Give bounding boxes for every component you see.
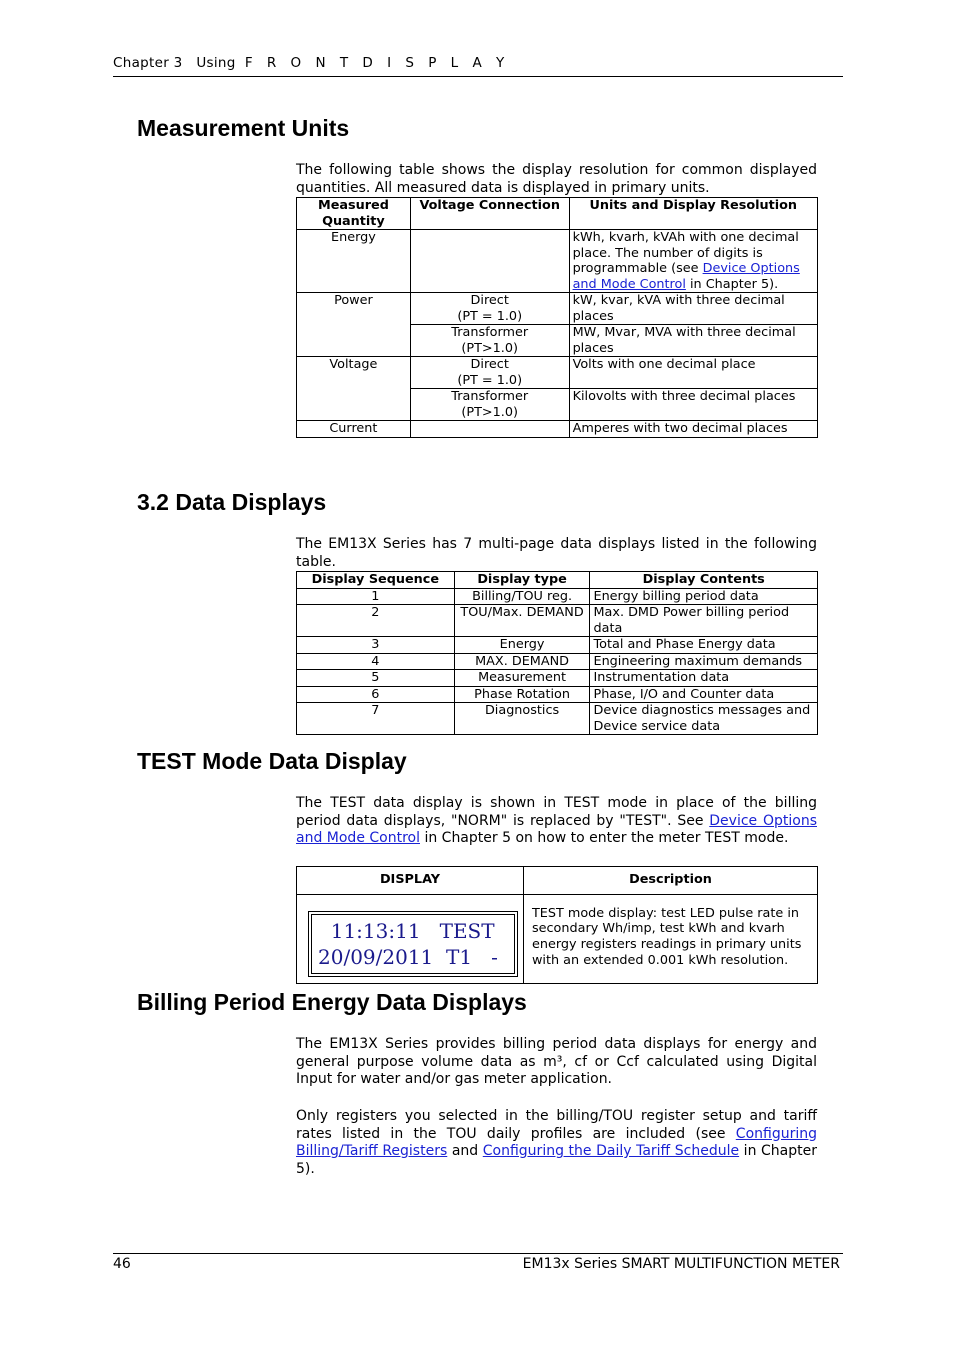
header-chapter: Chapter 3 xyxy=(113,55,183,71)
col-header: Display type xyxy=(454,572,590,589)
connection-pt: (PT = 1.0) xyxy=(457,308,523,324)
connection-cell xyxy=(410,230,569,293)
data-displays-table xyxy=(296,571,818,735)
quantity-cell: Energy xyxy=(297,230,411,293)
test-mode-intro xyxy=(296,795,817,848)
page-header xyxy=(113,55,843,71)
billing-text: and xyxy=(447,1143,483,1159)
billing-period-para-2 xyxy=(296,1108,817,1178)
header-divider xyxy=(113,76,843,77)
lcd-line-1: 11:13:11 TEST xyxy=(318,918,495,943)
table-header-row xyxy=(297,867,818,895)
connection-type: Direct xyxy=(470,357,509,372)
connection-cell xyxy=(410,421,569,438)
table-row xyxy=(297,293,818,325)
quantity-cell: Current xyxy=(297,421,411,438)
type-cell: Measurement xyxy=(454,670,590,687)
connection-pt: (PT>1.0) xyxy=(461,340,518,356)
sequence-cell: 2 xyxy=(297,605,455,637)
sequence-cell: 4 xyxy=(297,653,455,670)
connection-cell xyxy=(410,357,569,389)
table-row xyxy=(297,230,818,293)
data-displays-intro: The EM13X Series has 7 multi-page data displays listed in the following table. xyxy=(296,536,817,570)
table-row xyxy=(297,637,818,654)
table-row xyxy=(297,670,818,687)
resolution-cell: Kilovolts with three decimal places xyxy=(569,389,817,421)
connection-cell xyxy=(410,293,569,325)
contents-cell: Max. DMD Power billing period data xyxy=(590,605,818,637)
type-cell: Diagnostics xyxy=(454,703,590,735)
billing-period-para-1: The EM13X Series provides billing period data displays for energy and general purpose volume data as m³, cf or Ccf calculated using Digital Input for water and/or gas meter application. xyxy=(296,1036,817,1087)
header-title: F R O N T D I S P L A Y xyxy=(244,55,510,71)
resolution-cell: Amperes with two decimal places xyxy=(569,421,817,438)
heading-data-displays: 3.2 Data Displays xyxy=(137,489,327,515)
contents-cell: Instrumentation data xyxy=(590,670,818,687)
billing-text: Only registers you selected in the billing/TOU register setup and tariff rates listed in the TOU daily profiles are included (see xyxy=(296,1108,817,1142)
resolution-cell: kW, kvar, kVA with three decimal places xyxy=(569,293,817,325)
contents-cell: Device diagnostics messages and Device service data xyxy=(590,703,818,735)
col-header: Voltage Connection xyxy=(410,198,569,230)
footer-divider xyxy=(113,1253,843,1254)
contents-cell: Energy billing period data xyxy=(590,588,818,605)
connection-type: Transformer xyxy=(451,389,529,404)
test-mode-text: The TEST data display is shown in TEST mode in place of the billing period data displays, "NORM" is replaced by "TEST". See xyxy=(296,795,817,829)
sequence-cell: 5 xyxy=(297,670,455,687)
lcd-screen xyxy=(311,914,515,974)
sequence-cell: 7 xyxy=(297,703,455,735)
measurement-units-intro: The following table shows the display resolution for common displayed quantities. All measured data is displayed in primary units. xyxy=(296,162,817,196)
col-header: Display Contents xyxy=(590,572,818,589)
type-cell: MAX. DEMAND xyxy=(454,653,590,670)
lcd-line-2: 20/09/2011 T1 - xyxy=(318,944,498,969)
device-options-link[interactable]: Device Options and Mode Control xyxy=(572,261,800,292)
type-cell: Energy xyxy=(454,637,590,654)
table-row xyxy=(297,894,818,983)
table-row xyxy=(297,421,818,438)
configuring-schedule-link[interactable]: Configuring the Daily Tariff Schedule xyxy=(482,1143,740,1159)
connection-pt: (PT>1.0) xyxy=(461,404,518,420)
type-cell: TOU/Max. DEMAND xyxy=(454,605,590,637)
connection-type: Transformer xyxy=(451,325,529,340)
col-header: Units and Display Resolution xyxy=(569,198,817,230)
resolution-text: kWh, kvarh, kVAh with one decimal place. The number of digits is programmable (see xyxy=(572,230,799,276)
sequence-cell: 3 xyxy=(297,637,455,654)
quantity-cell: Voltage xyxy=(297,357,411,421)
table-row xyxy=(297,686,818,703)
connection-pt: (PT = 1.0) xyxy=(457,372,523,388)
sequence-cell: 1 xyxy=(297,588,455,605)
lcd-display xyxy=(308,911,518,977)
table-row xyxy=(297,357,818,389)
col-header: Display Sequence xyxy=(297,572,455,589)
heading-billing-period: Billing Period Energy Data Displays xyxy=(137,989,527,1015)
connection-type: Direct xyxy=(470,293,509,308)
measurement-units-table xyxy=(296,197,818,438)
page-number: 46 xyxy=(113,1256,131,1272)
footer-title: EM13x Series SMART MULTIFUNCTION METER xyxy=(522,1256,840,1272)
table-row xyxy=(297,588,818,605)
display-cell xyxy=(297,894,524,983)
table-row xyxy=(297,605,818,637)
resolution-text: in Chapter 5). xyxy=(685,276,779,292)
test-mode-table xyxy=(296,866,818,984)
header-section: Using xyxy=(196,55,236,71)
sequence-cell: 6 xyxy=(297,686,455,703)
test-mode-text: in Chapter 5 on how to enter the meter TEST mode. xyxy=(420,830,789,846)
table-row xyxy=(297,703,818,735)
contents-cell: Phase, I/O and Counter data xyxy=(590,686,818,703)
billing-text: in Chapter 5). xyxy=(296,1143,817,1177)
configuring-billing-link[interactable]: Configuring Billing/Tariff Registers xyxy=(296,1125,817,1159)
col-header: Measured Quantity xyxy=(297,198,411,230)
table-header-row xyxy=(297,572,818,589)
heading-measurement-units: Measurement Units xyxy=(137,115,350,141)
resolution-cell xyxy=(569,230,817,293)
resolution-cell: MW, Mvar, MVA with three decimal places xyxy=(569,325,817,357)
contents-cell: Engineering maximum demands xyxy=(590,653,818,670)
heading-test-mode: TEST Mode Data Display xyxy=(137,748,407,774)
quantity-cell: Power xyxy=(297,293,411,357)
device-options-link[interactable]: Device Options and Mode Control xyxy=(296,812,817,846)
resolution-cell: Volts with one decimal place xyxy=(569,357,817,389)
contents-cell: Total and Phase Energy data xyxy=(590,637,818,654)
table-header-row xyxy=(297,198,818,230)
col-header: DISPLAY xyxy=(297,867,524,895)
connection-cell xyxy=(410,325,569,357)
connection-cell xyxy=(410,389,569,421)
type-cell: Phase Rotation xyxy=(454,686,590,703)
description-cell: TEST mode display: test LED pulse rate in secondary Wh/imp, test kWh and kvarh energy registers readings in primary units with an extended 0.001 kWh resolution. xyxy=(523,894,817,983)
type-cell: Billing/TOU reg. xyxy=(454,588,590,605)
table-row xyxy=(297,653,818,670)
col-header: Description xyxy=(523,867,817,895)
